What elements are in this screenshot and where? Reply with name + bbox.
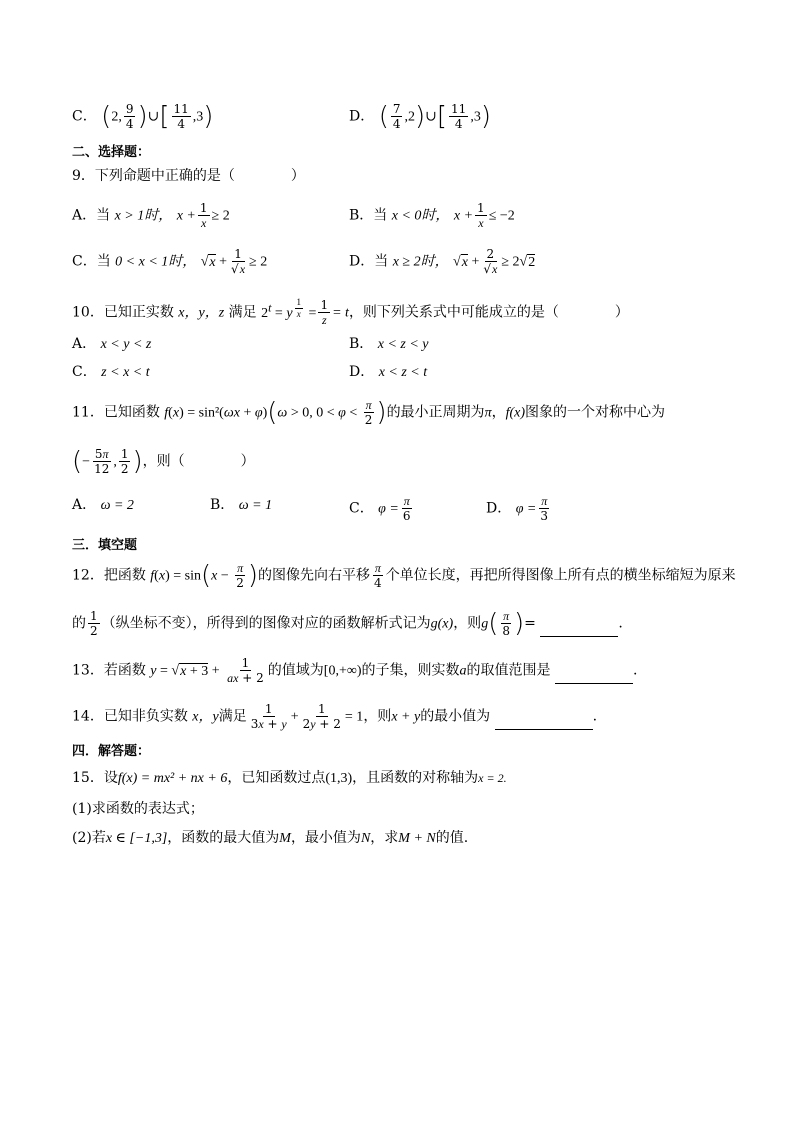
q15-part2: (2)若x ∈ [−1,3]，函数的最大值为M，最小值为N，求M + N的值. [72, 830, 469, 846]
fraction: $\frac{9}{4}$ [125, 102, 134, 131]
fraction: $\frac{\pi}{4}$ [374, 561, 382, 590]
fraction: $\frac{1}{ax + 2}$ [227, 656, 264, 685]
fraction: $\frac{1}{x}$ [477, 201, 485, 230]
fraction: $\frac{11}{4}$ [173, 102, 189, 131]
section-heading-fill: 三．填空题 [72, 538, 138, 553]
q11-option-c[interactable]: C． φ = $\frac{\pi}{6}$ [349, 494, 411, 523]
q10-stem: 10．已知正实数 x，y，z 满足 $2^t = y$ $^{\frac{1}{x}}$ = $\frac{1}{z}$ = t，则下列关系式中可能成立的是（ ） [72, 296, 629, 328]
q10-option-d[interactable]: D． x < z < t [349, 364, 428, 380]
fraction: $\frac{\pi}{2}$ [236, 561, 244, 590]
q14-answer-blank[interactable] [495, 713, 593, 730]
fraction: $\frac{1}{2y + 2}$ [302, 702, 341, 731]
fraction: $\frac{1}{2}$ [120, 447, 129, 476]
q9-option-a[interactable]: A．当 x > 1时， x + $\frac{1}{x}$ ≥ 2 [72, 201, 230, 230]
q13-answer-blank[interactable] [555, 667, 633, 684]
q8-option-c[interactable]: C． (2, $\frac{9}{4}$ )∪[ $\frac{11}{4}$ ,3) [72, 101, 214, 132]
q9-option-c[interactable]: C．当 0 < x < 1时， √x + $\frac{1}{√x}$ ≥ 2 [72, 247, 268, 276]
q12-stem-line1: 12．把函数 f(x) = sin(x − $\frac{\pi}{2}$ )的图像先向右平移 $\frac{\pi}{4}$ 个单位长度，再把所得图像上所有点的横坐标缩短为原来 [72, 560, 736, 591]
q11-option-b[interactable]: B． ω = 1 [210, 497, 273, 513]
q9-stem: 9．下列命题中正确的是（ ） [72, 168, 305, 184]
fraction: $\frac{1}{2}$ [90, 609, 98, 638]
section-heading-choice: 二、选择题： [72, 145, 151, 160]
q11-stem-line1: 11．已知函数 f(x) = sin²(ωx + φ)(ω > 0, 0 < φ < $\frac{\pi}{2}$ )的最小正周期为π，f(x)图象的一个对称中心为 [72, 397, 666, 428]
fraction: $\frac{\pi}{6}$ [402, 494, 411, 523]
q15-part1: (1)求函数的表达式； [72, 801, 204, 817]
q13-stem: 13．若函数 y = √x + 3 + $\frac{1}{ax + 2}$ 的值域为[0,+∞)的子集，则实数a的取值范围是 . [72, 656, 638, 685]
q15-stem: 15．设f(x) = mx² + nx + 6，已知函数过点(1,3)，且函数的对称轴为x = 2. [72, 770, 507, 786]
q10-option-b[interactable]: B． x < z < y [349, 336, 429, 352]
fraction: $\frac{2}{√x}$ [483, 247, 498, 276]
section-heading-solve: 四．解答题： [72, 744, 151, 759]
q12-answer-blank[interactable] [540, 620, 618, 637]
q14-stem: 14．已知非负实数 x，y满足 $\frac{1}{3x + y}$ + $\frac{1}{2y + 2}$ = 1，则x + y的最小值为 . [72, 702, 598, 731]
q12-stem-line2: 的 $\frac{1}{2}$ （纵坐标不变），所得到的图像对应的函数解析式记为g(x)，则g( $\frac{\pi}{8}$ )= . [72, 608, 623, 639]
q11-option-a[interactable]: A． ω = 2 [72, 497, 134, 513]
fraction: $\frac{5\pi}{12}$ [94, 447, 110, 476]
q8-option-d[interactable]: D． ( $\frac{7}{4}$ ,2)∪[ $\frac{11}{4}$ ,3) [349, 101, 491, 132]
fraction: $\frac{\pi}{3}$ [540, 494, 549, 523]
fraction: $\frac{\pi}{2}$ [364, 398, 373, 427]
q9-option-d[interactable]: D．当 x ≥ 2时， √x + $\frac{2}{√x}$ ≥ 2√2 [349, 247, 536, 276]
q11-option-d[interactable]: D． φ = $\frac{\pi}{3}$ [486, 494, 549, 523]
fraction: $\frac{1}{√x}$ [231, 247, 246, 276]
fraction: $\frac{1}{3x + y}$ [250, 702, 287, 731]
q10-option-c[interactable]: C． z < x < t [72, 364, 150, 380]
q11-stem-line2: (− $\frac{5\pi}{12}$ , $\frac{1}{2}$ )，则（ ） [72, 446, 255, 477]
fraction: $\frac{1}{x}$ [199, 201, 208, 230]
q10-option-a[interactable]: A． x < y < z [72, 336, 152, 352]
fraction: $\frac{11}{4}$ [451, 102, 467, 131]
q9-option-b[interactable]: B．当 x < 0时， x + $\frac{1}{x}$ ≤ −2 [349, 201, 515, 230]
fraction: $\frac{7}{4}$ [392, 102, 401, 131]
fraction: $\frac{1}{z}$ [320, 298, 329, 328]
fraction: $\frac{\pi}{8}$ [502, 609, 510, 638]
